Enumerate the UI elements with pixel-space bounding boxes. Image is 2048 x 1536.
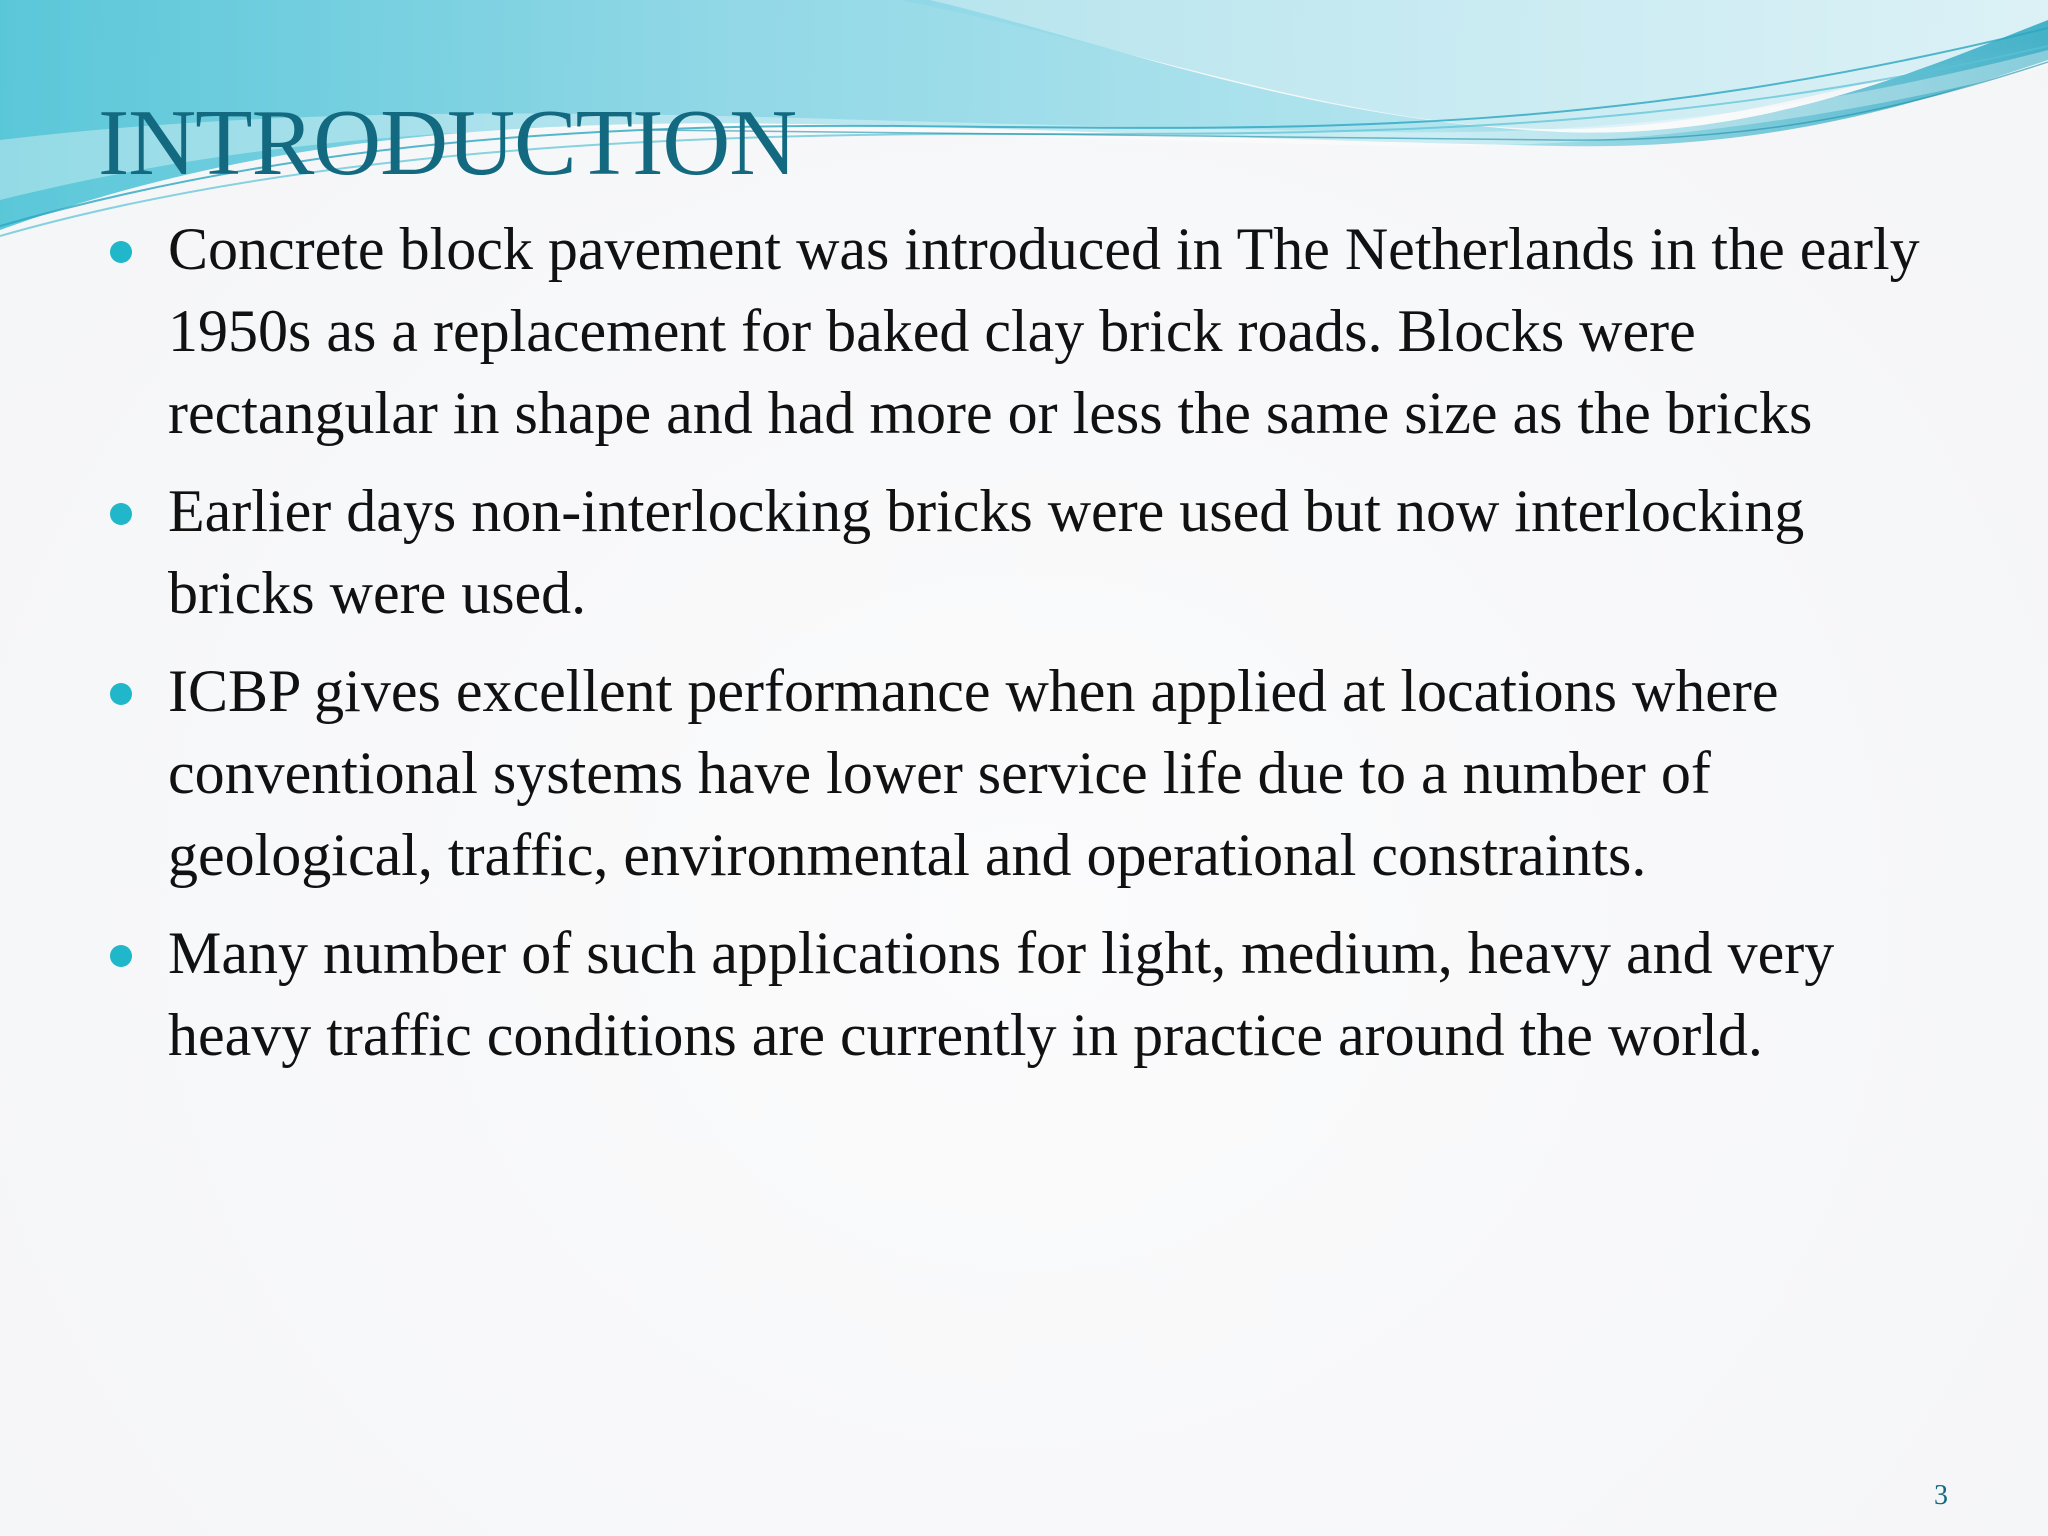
bullet-dot-icon [110, 503, 132, 525]
bullet-item [110, 912, 1960, 1076]
bullet-text: Concrete block pavement was introduced in The Netherlands in the early 1950s as a replacement for baked clay brick roads. Blocks were rectangular in shape and had more or less the same size as the bricks [168, 216, 1920, 446]
bullet-item [110, 650, 1960, 896]
bullet-item [110, 470, 1960, 634]
bullet-text: Many number of such applications for light, medium, heavy and very heavy traffic conditions are currently in practice around the world. [168, 920, 1835, 1068]
bullet-text: ICBP gives excellent performance when applied at locations where conventional systems have lower service life due to a number of geological, traffic, environmental and operational constraints. [168, 658, 1779, 888]
bullet-dot-icon [110, 945, 132, 967]
bullet-dot-icon [110, 683, 132, 705]
bullet-dot-icon [110, 241, 132, 263]
bullet-list [110, 208, 1960, 1092]
bullet-item [110, 208, 1960, 454]
page-number: 3 [1934, 1480, 1948, 1511]
bullet-text: Earlier days non-interlocking bricks were used but now interlocking bricks were used. [168, 478, 1805, 626]
slide-title: INTRODUCTION [98, 91, 797, 195]
